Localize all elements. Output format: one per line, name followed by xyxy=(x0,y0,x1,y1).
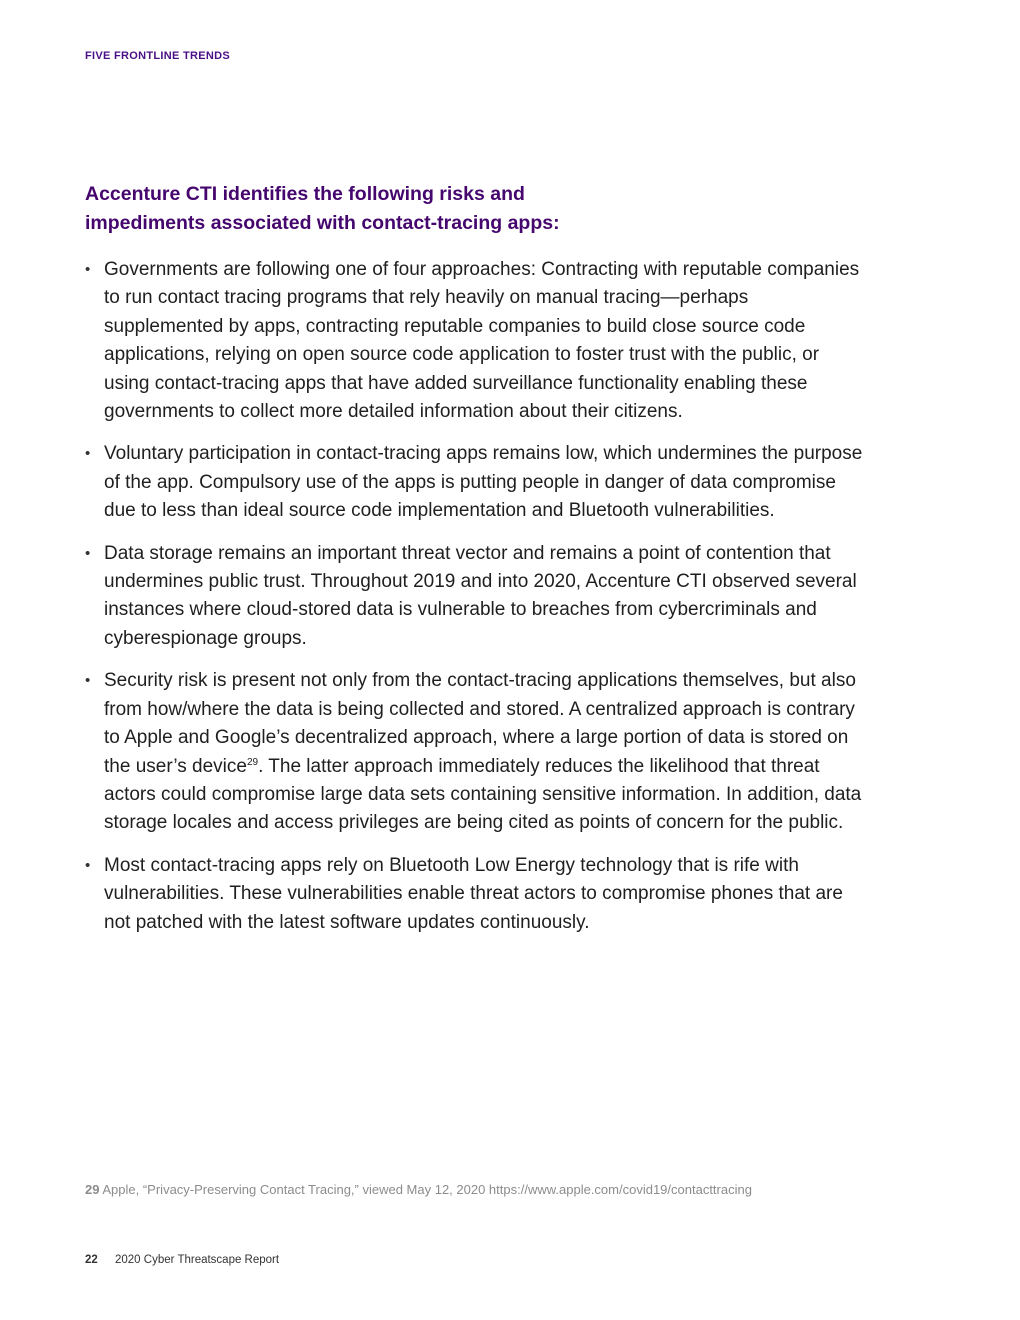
bullet-text xyxy=(104,670,861,833)
footnote xyxy=(85,1182,752,1197)
page-heading: Accenture CTI identifies the following risks and impediments associated with contact-tracing apps: xyxy=(85,183,560,234)
bullet-text-before-ref: Security risk is present not only from the contact-tracing applications themselves, but also from how/where the data is being collected and stored. A centralized approach is contrary to Apple and Google’s decentralized approach, where a large portion of data is stored on the user’s device xyxy=(104,670,856,777)
bullet-text: Governments are following one of four approaches: Contracting with reputable companies to run contact tracing programs that rely heavily on manual tracing—perhaps supplemented by apps, contracting reputable companies to build close source code applications, relying on open source code application to foster trust with the public, or using contact-tracing apps that have added surveillance functionality enabling these governments to collect more detailed information about their citizens. xyxy=(104,259,860,423)
bullet-text-after-ref: . The latter approach immediately reduces the likelihood that threat actors could compromise large data sets containing sensitive information. In addition, data storage locales and access privileges are being cited as points of concern for the public. xyxy=(104,755,862,834)
section-label: FIVE FRONTLINE TRENDS xyxy=(85,50,231,62)
bullet-item-approaches xyxy=(85,256,865,426)
footnote-reference: 29 xyxy=(246,756,259,768)
bullet-text: Voluntary participation in contact-tracing apps remains low, which undermines the purpose of the app. Compulsory use of the apps is putting people in danger of data compromise due to less than ideal source code implementation and Bluetooth vulnerabilities. xyxy=(104,443,863,522)
page-footer xyxy=(85,1254,279,1266)
bullet-item-bluetooth xyxy=(85,852,865,937)
bullet-icon: • xyxy=(85,672,91,690)
bullet-text: Most contact-tracing apps rely on Bluetooth Low Energy technology that is rife with vulnerabilities. These vulnerabilities enable threat actors to compromise phones that are not patched with the latest software updates continuously. xyxy=(104,854,843,933)
report-title: 2020 Cyber Threatscape Report xyxy=(115,1254,280,1266)
bullet-icon: • xyxy=(85,544,91,562)
bullet-icon: • xyxy=(85,856,91,874)
page-number: 22 xyxy=(85,1254,98,1266)
bullet-icon: • xyxy=(85,261,91,278)
bullet-icon: • xyxy=(85,445,91,463)
bullet-item-data-storage xyxy=(85,540,865,654)
footnote-number: 29 xyxy=(85,1182,100,1197)
bullet-text: Data storage remains an important threat vector and remains a point of contention that undermines public trust. Throughout 2019 and into 2020, Accenture CTI observed several instances where cloud-stored data is vulnerable to breaches from cybercriminals and cyberespionage groups. xyxy=(104,542,857,649)
bullet-item-security-risk xyxy=(85,667,865,837)
bullet-item-participation xyxy=(85,440,865,525)
footnote-text: Apple, “Privacy-Preserving Contact Tracing,” viewed May 12, 2020 https://www.apple.com/covid19/contacttracing xyxy=(102,1182,752,1197)
risk-bullet-list xyxy=(85,256,865,951)
